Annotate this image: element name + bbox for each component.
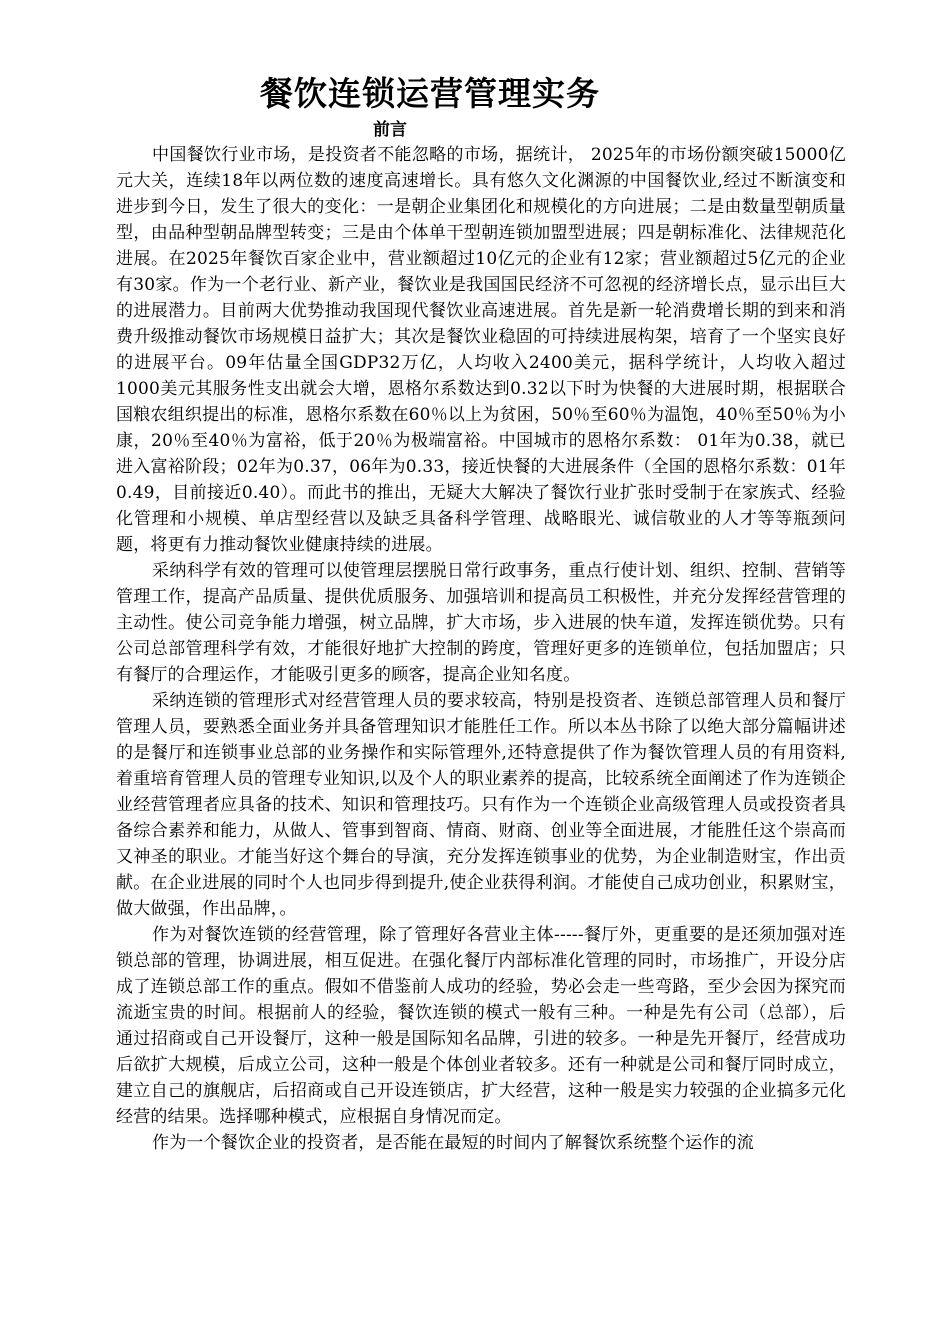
paragraph-1: 中国餐饮行业市场，是投资者不能忽略的市场，据统计， 2025年的市场份额突破15000亿元大关，连续18年以两位数的速度高速增长。具有悠久文化渊源的中国餐饮业,经过不断演变和进步到今日，发生了很大的变化：一是朝企业集团化和规模化的方向进展；二是由数量型朝质量型，由品种型朝品牌型转变；三是由个体单干型朝连锁加盟型进展；四是朝标准化、法律规范化进展。在2025年餐饮百家企业中，营业额超过10亿元的企业有12家；营业额超过5亿元的企业有30家。作为一个老行业、新产业，餐饮业是我国国民经济不可忽视的经济增长点，显示出巨大的进展潜力。目前两大优势推动我国现代餐饮业高速进展。首先是新一轮消费增长期的到来和消费升级推动餐饮市场规模日益扩大；其次是餐饮业稳固的可持续进展构架，培育了一个坚实良好的进展平台。09年估量全国GDP32万亿，人均收入2400美元，据科学统计，人均收入超过1000美元其服务性支出就会大增，恩格尔系数达到0.32以下时为快餐的大进展时期，根据联合国粮农组织提出的标准，恩格尔系数在60％以上为贫困，50％至60％为温饱，40％至50％为小康，20％至40％为富裕，低于20％为极端富裕。中国城市的恩格尔系数： 01年为0.38，就已进入富裕阶段；02年为0.37，06年为0.33，接近快餐的大进展条件（全国的恩格尔系数：01年0.49，目前接近0.40）。而此书的推出，无疑大大解决了餐饮行业扩张时受制于在家族式、经验化管理和小规模、单店型经营以及缺乏具备科学管理、战略眼光、诚信敬业的人才等等瓶颈问题，将更有力推动餐饮业健康持续的进展。 <box>116 145 846 555</box>
paragraph-4: 作为对餐饮连锁的经营管理，除了管理好各营业主体-----餐厅外，更重要的是还须加强对连锁总部的管理，协调进展，相互促进。在强化餐厅内部标准化管理的同时，市场推广，开设分店成了连锁总部工作的重点。假如不借鉴前人成功的经验，势必会走一些弯路，至少会因为探究而流逝宝贵的时间。根据前人的经验，餐饮连锁的模式一般有三种。一种是先有公司（总部），后通过招商或自己开设餐厅，这种一般是国际知名品牌，引进的较多。一种是先开餐厅，经营成功后欲扩大规模，后成立公司，这种一般是个体创业者较多。还有一种就是公司和餐厅同时成立，建立自己的旗舰店，后招商或自己开设连锁店，扩大经营，这种一般是实力较强的企业搞多元化经营的结果。选择哪种模式，应根据自身情况而定。 <box>116 925 846 1127</box>
paragraph-3: 采纳连锁的管理形式对经营管理人员的要求较高，特别是投资者、连锁总部管理人员和餐厅管理人员，要熟悉全面业务并具备管理知识才能胜任工作。所以本丛书除了以绝大部分篇幅讲述的是餐厅和连锁事业总部的业务操作和实际管理外,还特意提供了作为餐饮管理人员的有用资料,着重培育管理人员的管理专业知识,以及个人的职业素养的提高，比较系统全面阐述了作为连锁企业经营管理者应具备的技术、知识和管理技巧。只有作为一个连锁企业高级管理人员或投资者具备综合素养和能力，从做人、管事到智商、情商、财商、创业等全面进展，才能胜任这个崇高而又神圣的职业。才能当好这个舞台的导演，充分发挥连锁事业的优势，为企业制造财宝，作出贡献。在企业进展的同时个人也同步得到提升,使企业获得利润。才能使自己成功创业，积累财宝，做大做强，作出品牌，。 <box>116 691 846 919</box>
preface-heading: 前言 <box>373 120 407 140</box>
preface-body <box>116 142 846 1156</box>
paragraph-2: 采纳科学有效的管理可以使管理层摆脱日常行政事务，重点行使计划、组织、控制、营销等管理工作，提高产品质量、提供优质服务、加强培训和提高员工积极性，并充分发挥经营管理的主动性。使公司竞争能力增强，树立品牌，扩大市场，步入进展的快车道，发挥连锁优势。只有公司总部管理科学有效，才能很好地扩大控制的跨度，管理好更多的连锁单位，包括加盟店；只有餐厅的合理运作，才能吸引更多的顾客，提高企业知名度。 <box>116 561 846 685</box>
document-title: 餐饮连锁运营管理实务 <box>260 74 600 113</box>
paragraph-5: 作为一个餐饮企业的投资者，是否能在最短的时间内了解餐饮系统整个运作的流 <box>152 1133 754 1153</box>
